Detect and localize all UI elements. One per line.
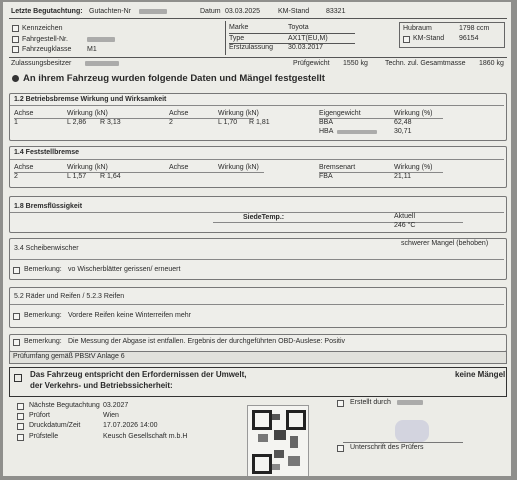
test-weight-value: 1550 kg xyxy=(343,60,368,67)
result-line-2: der Verkehrs- und Betriebssicherheit: xyxy=(30,381,173,390)
redacted-name xyxy=(397,400,423,405)
created-by-label: Erstellt durch xyxy=(350,399,391,406)
column-header: Achse xyxy=(169,110,189,117)
type-label: Type xyxy=(229,35,245,42)
km-stand-label: KM-Stand xyxy=(413,35,445,42)
next-inspection-value: 03.2027 xyxy=(103,402,129,409)
inspection-location-value: Wien xyxy=(103,412,119,419)
column-header: Wirkung (kN) xyxy=(67,110,108,117)
table-cell: FBA xyxy=(319,173,333,180)
remark-label: Bemerkung: xyxy=(24,266,62,273)
redacted-note xyxy=(337,130,377,134)
total-mass-value: 1860 kg xyxy=(479,60,504,67)
divider xyxy=(10,304,504,305)
table-cell: 62,48 xyxy=(394,119,412,126)
table-cell: L 1,70 xyxy=(218,119,238,126)
inspection-station-value: Keusch Gesellschaft m.b.H xyxy=(103,433,188,440)
last-inspection-label: Letzte Begutachtung: xyxy=(11,8,83,15)
column-header: Achse xyxy=(169,164,189,171)
remark-label: Bemerkung: xyxy=(24,312,62,319)
redacted-report-number xyxy=(139,9,167,14)
checkbox-icon xyxy=(337,400,344,407)
table-cell: 1 xyxy=(14,119,18,126)
print-datetime-value: 17.07.2026 14:00 xyxy=(103,422,158,429)
km-stand-value: 96154 xyxy=(459,35,479,42)
column-header: Achse xyxy=(14,110,34,117)
actual-value: 246 °C xyxy=(394,222,416,229)
table-cell: R 1,64 xyxy=(100,173,121,180)
column-header: Eigengewicht xyxy=(319,110,361,117)
redacted-permit xyxy=(85,61,119,66)
permit-label: Zulassungsbesitzer xyxy=(11,60,72,67)
make-label: Marke xyxy=(229,24,249,31)
section-title: 1.8 Bremsflüssigkeit xyxy=(14,203,83,210)
plate-label: Kennzeichen xyxy=(22,25,63,32)
divider xyxy=(9,57,507,58)
divider xyxy=(229,33,355,34)
result-line-1: Das Fahrzeug entspricht den Erfordernissen der Umwelt, xyxy=(30,370,247,379)
findings-heading: An ihrem Fahrzeug wurden folgende Daten und Mängel festgestellt xyxy=(23,73,325,84)
table-cell: L 2,86 xyxy=(67,119,87,126)
column-header: Wirkung (kN) xyxy=(218,164,259,171)
date-label: Datum xyxy=(200,8,221,15)
checkbox-icon xyxy=(403,36,410,43)
divider xyxy=(14,172,264,173)
vin-label: Fahrgestell-Nr. xyxy=(22,36,68,43)
test-weight-label: Prüfgewicht xyxy=(293,60,330,67)
column-header: Wirkung (%) xyxy=(394,110,433,117)
column-header: Wirkung (kN) xyxy=(67,164,108,171)
checkbox-icon xyxy=(13,339,20,346)
qr-code-icon xyxy=(247,405,309,476)
table-cell: 2 xyxy=(169,119,173,126)
section-title: 1.2 Betriebsbremse Wirkung und Wirksamkeit xyxy=(14,96,167,103)
signature-stamp xyxy=(395,420,429,442)
km-label: KM-Stand xyxy=(278,8,310,15)
table-cell: R 1,81 xyxy=(249,119,270,126)
remark-label: Bemerkung: xyxy=(24,338,62,345)
table-cell: R 3,13 xyxy=(100,119,121,126)
date-value: 03.03.2025 xyxy=(225,8,261,15)
checkbox-icon xyxy=(13,267,20,274)
column-header: Achse xyxy=(14,164,34,171)
first-registration-label: Erstzulassung xyxy=(229,44,273,51)
checkbox-icon xyxy=(17,434,24,441)
first-registration-value: 30.03.2017 xyxy=(288,44,324,51)
bullet-icon xyxy=(12,75,19,82)
table-cell: BBA xyxy=(319,119,334,126)
table-cell: L 1,57 xyxy=(67,173,87,180)
defect-rating: schwerer Mangel (behoben) xyxy=(401,240,489,247)
inspection-location-label: Prüfort xyxy=(29,412,51,419)
signature-label: Unterschrift des Prüfers xyxy=(350,444,424,451)
remark-text: Die Messung der Abgase ist entfallen. Ergebnis der durchgeführten OBD-Auslese: Positiv xyxy=(68,338,346,345)
divider xyxy=(10,259,504,260)
next-inspection-label: Nächste Begutachtung xyxy=(29,402,100,409)
checkbox-icon xyxy=(17,423,24,430)
inspection-report-page xyxy=(3,2,511,476)
column-header: Bremsenart xyxy=(319,164,356,171)
inspection-station-label: Prüfstelle xyxy=(29,433,59,440)
table-cell: 21,11 xyxy=(394,173,411,180)
remark-text: Vordere Reifen keine Winterreifen mehr xyxy=(68,312,191,319)
remark-text: vo Wischerblätter gerissen/ erneuert xyxy=(68,266,181,273)
divider xyxy=(10,105,504,106)
checkbox-icon xyxy=(17,413,24,420)
divider xyxy=(10,212,504,213)
divider xyxy=(9,18,507,19)
boiling-temp-label: SiedeTemp.: xyxy=(243,214,285,221)
result-verdict: keine Mängel xyxy=(455,370,506,379)
column-header: Wirkung (%) xyxy=(394,164,433,171)
table-cell: 2 xyxy=(14,173,18,180)
test-scope-text: Prüfumfang gemäß PBStV Anlage 6 xyxy=(13,353,125,360)
vehicle-class-label: Fahrzeugklasse xyxy=(22,46,72,53)
section-title: 5.2 Räder und Reifen / 5.2.3 Reifen xyxy=(14,293,125,300)
checkbox-icon xyxy=(12,25,19,32)
checkbox-icon xyxy=(12,46,19,53)
divider xyxy=(213,222,463,223)
section-title: 1.4 Feststellbremse xyxy=(14,149,79,156)
checkbox-icon xyxy=(13,313,20,320)
redacted-vin xyxy=(87,37,115,42)
report-number-label: Gutachten-Nr xyxy=(89,8,132,15)
section-title: 3.4 Scheibenwischer xyxy=(14,245,79,252)
type-value: AX1T(EU,M) xyxy=(288,35,328,42)
divider xyxy=(10,159,504,160)
checkbox-icon xyxy=(14,374,22,382)
table-cell: HBA xyxy=(319,128,334,135)
column-header: Wirkung (kN) xyxy=(218,110,259,117)
divider xyxy=(343,442,463,443)
displacement-label: Hubraum xyxy=(403,25,432,32)
actual-label: Aktuell xyxy=(394,213,416,220)
make-value: Toyota xyxy=(288,24,309,31)
checkbox-icon xyxy=(12,36,19,43)
displacement-value: 1798 ccm xyxy=(459,25,490,32)
divider xyxy=(319,118,443,119)
km-value: 83321 xyxy=(326,8,346,15)
checkbox-icon xyxy=(337,445,344,452)
print-datetime-label: Druckdatum/Zeit xyxy=(29,422,81,429)
total-mass-label: Techn. zul. Gesamtmasse xyxy=(385,60,466,67)
vehicle-class-value: M1 xyxy=(87,46,97,53)
table-cell: 30,71 xyxy=(394,128,412,135)
divider xyxy=(319,172,443,173)
checkbox-icon xyxy=(17,403,24,410)
divider xyxy=(229,43,355,44)
divider xyxy=(225,21,226,55)
